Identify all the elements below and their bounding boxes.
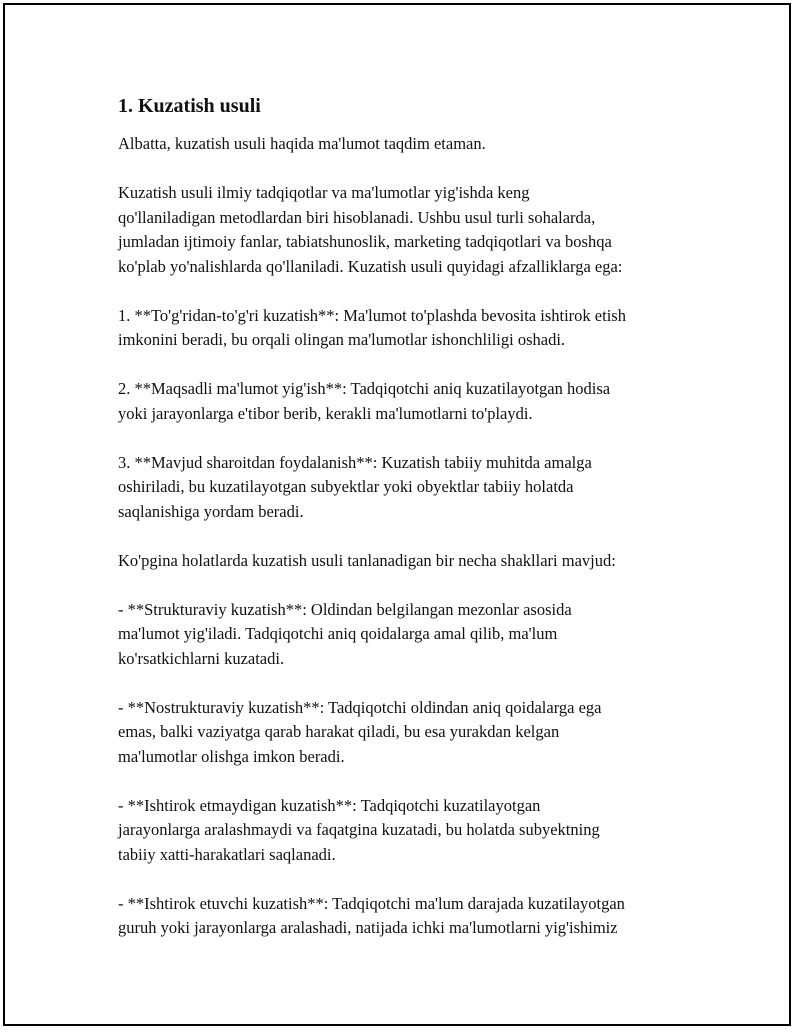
list-item-structured: - **Strukturaviy kuzatish**: Oldindan belgilangan mezonlar asosida ma'lumot yig'iladi. Tadqiqotchi aniq qoidalarga amal qilib, ma'lum ko'rsatkichlarni kuzatadi. bbox=[118, 599, 572, 668]
list-item-targeted-collection: 2. **Maqsadli ma'lumot yig'ish**: Tadqiqotchi aniq kuzatilayotgan hodisa yoki jarayonlarga e'tibor berib, kerakli ma'lumotlarni to'playdi. bbox=[118, 379, 611, 423]
document-body bbox=[118, 92, 708, 965]
list-item-participant: - **Ishtirok etuvchi kuzatish**: Tadqiqotchi ma'lum darajada kuzatilayotgan guruh yoki jarayonlarga aralashadi, natijada ichki ma'lumotlarni yig'ishimiz bbox=[118, 893, 625, 937]
paragraph-overview: Kuzatish usuli ilmiy tadqiqotlar va ma'lumotlar yig'ishda keng qo'llaniladigan metodlardan biri hisoblanadi. Ushbu usul turli sohalarda, jumladan ijtimoiy fanlar, tabiatshunoslik, marketing tadqiqotlari va boshqa ko'plab yo'nalishlarda qo'llaniladi. Kuzatish usuli quyidagi afzalliklarga ega: bbox=[118, 183, 623, 276]
list-item-direct-observation: 1. **To'g'ridan-to'g'ri kuzatish**: Ma'lumot to'plashda bevosita ishtirok etish imkonini beradi, bu orqali olingan ma'lumotlar ishonchliligi oshadi. bbox=[118, 305, 626, 349]
list-item-unstructured: - **Nostrukturaviy kuzatish**: Tadqiqotchi oldindan aniq qoidalarga ega emas, balki vaziyatga qarab harakat qiladi, bu esa yurakdan kelgan ma'lumotlar olishga imkon beradi. bbox=[118, 697, 602, 766]
document-title: 1. Kuzatish usuli bbox=[118, 95, 261, 117]
list-item-natural-conditions: 3. **Mavjud sharoitdan foydalanish**: Kuzatish tabiiy muhitda amalga oshiriladi, bu kuzatilayotgan subyektlar yoki obyektlar tabiiy holatda saqlanishiga yordam beradi. bbox=[118, 452, 592, 521]
list-item-non-participant: - **Ishtirok etmaydigan kuzatish**: Tadqiqotchi kuzatilayotgan jarayonlarga aralashmaydi va faqatgina kuzatadi, bu holatda subyektning tabiiy xatti-harakatlari saqlanadi. bbox=[118, 795, 600, 864]
paragraph-forms-intro: Ko'pgina holatlarda kuzatish usuli tanlanadigan bir necha shakllari mavjud: bbox=[118, 550, 616, 570]
paragraph-intro: Albatta, kuzatish usuli haqida ma'lumot taqdim etaman. bbox=[118, 134, 486, 153]
